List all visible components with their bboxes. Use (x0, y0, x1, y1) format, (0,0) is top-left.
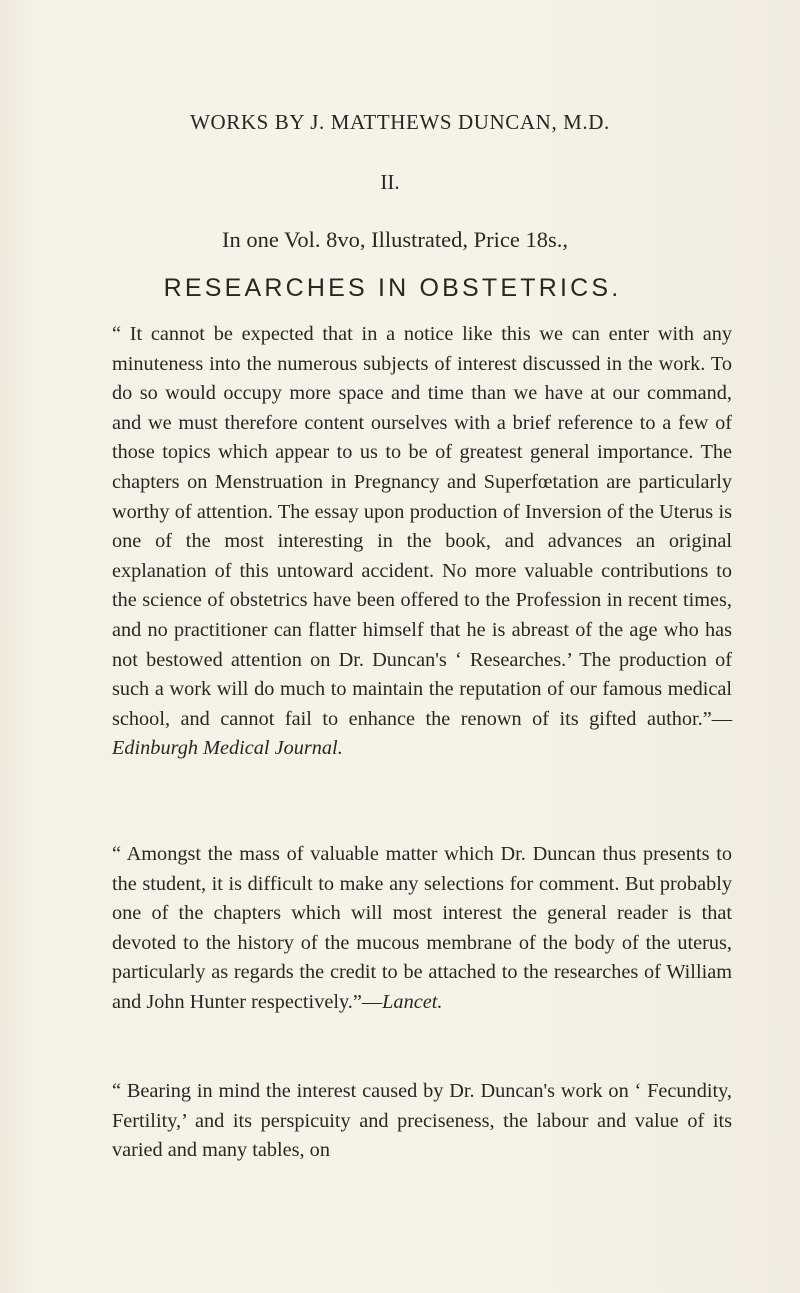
review-text: “ Bearing in mind the interest caused by Dr. Duncan's work on ‘ Fecundity, Fertility,’ and its perspicuity and preciseness, the labour and value of its varied and many tables, on (112, 1080, 732, 1162)
edition-line: In one Vol. 8vo, Illustrated, Price 18s., (221, 227, 568, 252)
running-head: WORKS BY J. MATTHEWS DUNCAN, M.D. (190, 110, 610, 134)
review-fecundity (112, 1077, 732, 1166)
review-source: Lancet. (382, 990, 443, 1013)
book-title: RESEARCHES IN OBSTETRICS. (163, 274, 622, 302)
review-text: “ Amongst the mass of valuable matter which Dr. Duncan thus presents to the student, it is difficult to make any selections for comment. But probably one of the chapters which will most interest the general reader is that devoted to the history of the mucous membrane of the body of the uterus, particularly as regards the credit to be attached to the researches of William and John Hunter respectively.” (112, 843, 732, 1013)
review-text: “ It cannot be expected that in a notice like this we can enter with any minuteness into the numerous subjects of interest discussed in the work. To do so would occupy more space and time than we have at our command, and we must therefore content ourselves with a brief reference to a few of those topics which appear to us to be of greatest general importance. The chapters on Menstruation in Pregnancy and Superfœtation are particularly worthy of attention. The essay upon production of Inversion of the Uterus is one of the most interesting in the book, and advances an original explanation of this untoward accident. No more valuable contributions to the science of obstetrics have been offered to the Profession in recent times, and no practitioner can flatter himself that he is abreast of the age who has not bestowed attention on Dr. Duncan's ‘ Researches.’ The production of such a work will do much to maintain the reputation of our famous medical school, and cannot fail to enhance the renown of its gifted author.” (112, 323, 732, 730)
review-lancet (112, 840, 732, 1018)
review-edinburgh (112, 320, 732, 764)
review-source: Edinburgh Medical Journal. (112, 737, 343, 760)
section-numeral: II. (380, 170, 400, 194)
review-dash: — (361, 990, 383, 1013)
review-dash: — (711, 707, 732, 730)
